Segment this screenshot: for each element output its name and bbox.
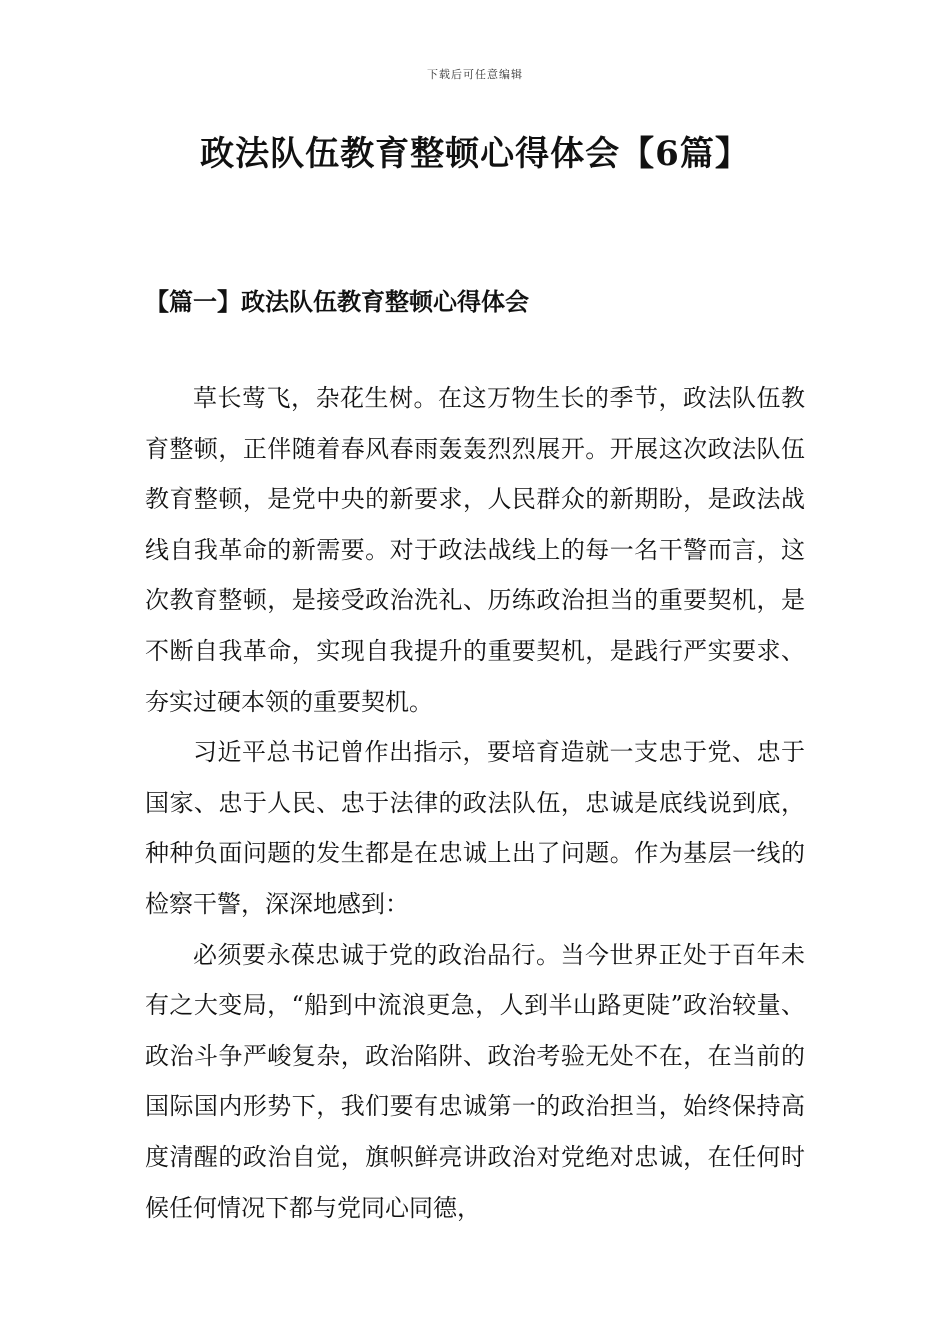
paragraph-1: 草长莺飞，杂花生树。在这万物生长的季节，政法队伍教育整顿，正伴随着春风春雨轰轰烈烈展开。开展这次政法队伍教育整顿，是党中央的新要求，人民群众的新期盼，是政法战线自我革命的新需要。对于政法战线上的每一名干警而言，这次教育整顿，是接受政治洗礼、历练政治担当的重要契机，是不断自我革命，实现自我提升的重要契机，是践行严实要求、夯实过硬本领的重要契机。 bbox=[145, 384, 805, 716]
paragraph-2: 习近平总书记曾作出指示，要培育造就一支忠于党、忠于国家、忠于人民、忠于法律的政法队伍，忠诚是底线说到底，种种负面问题的发生都是在忠诚上出了问题。作为基层一线的检察干警，深深地感到： bbox=[145, 738, 805, 918]
paragraph-3: 必须要永葆忠诚于党的政治品行。当今世界正处于百年未有之大变局，“船到中流浪更急，人到半山路更陡”政治较量、政治斗争严峻复杂，政治陷阱、政治考验无处不在，在当前的国际国内形势下，我们要有忠诚第一的政治担当，始终保持高度清醒的政治自觉，旗帜鲜亮讲政治对党绝对忠诚，在任何时候任何情况下都与党同心同德， bbox=[145, 940, 805, 1222]
document-title: 政法队伍教育整顿心得体会【6篇】 bbox=[200, 134, 750, 174]
document-body bbox=[145, 373, 805, 1233]
header-note: 下载后可任意编辑 bbox=[427, 68, 523, 81]
section-title: 【篇一】政法队伍教育整顿心得体会 bbox=[145, 287, 529, 316]
